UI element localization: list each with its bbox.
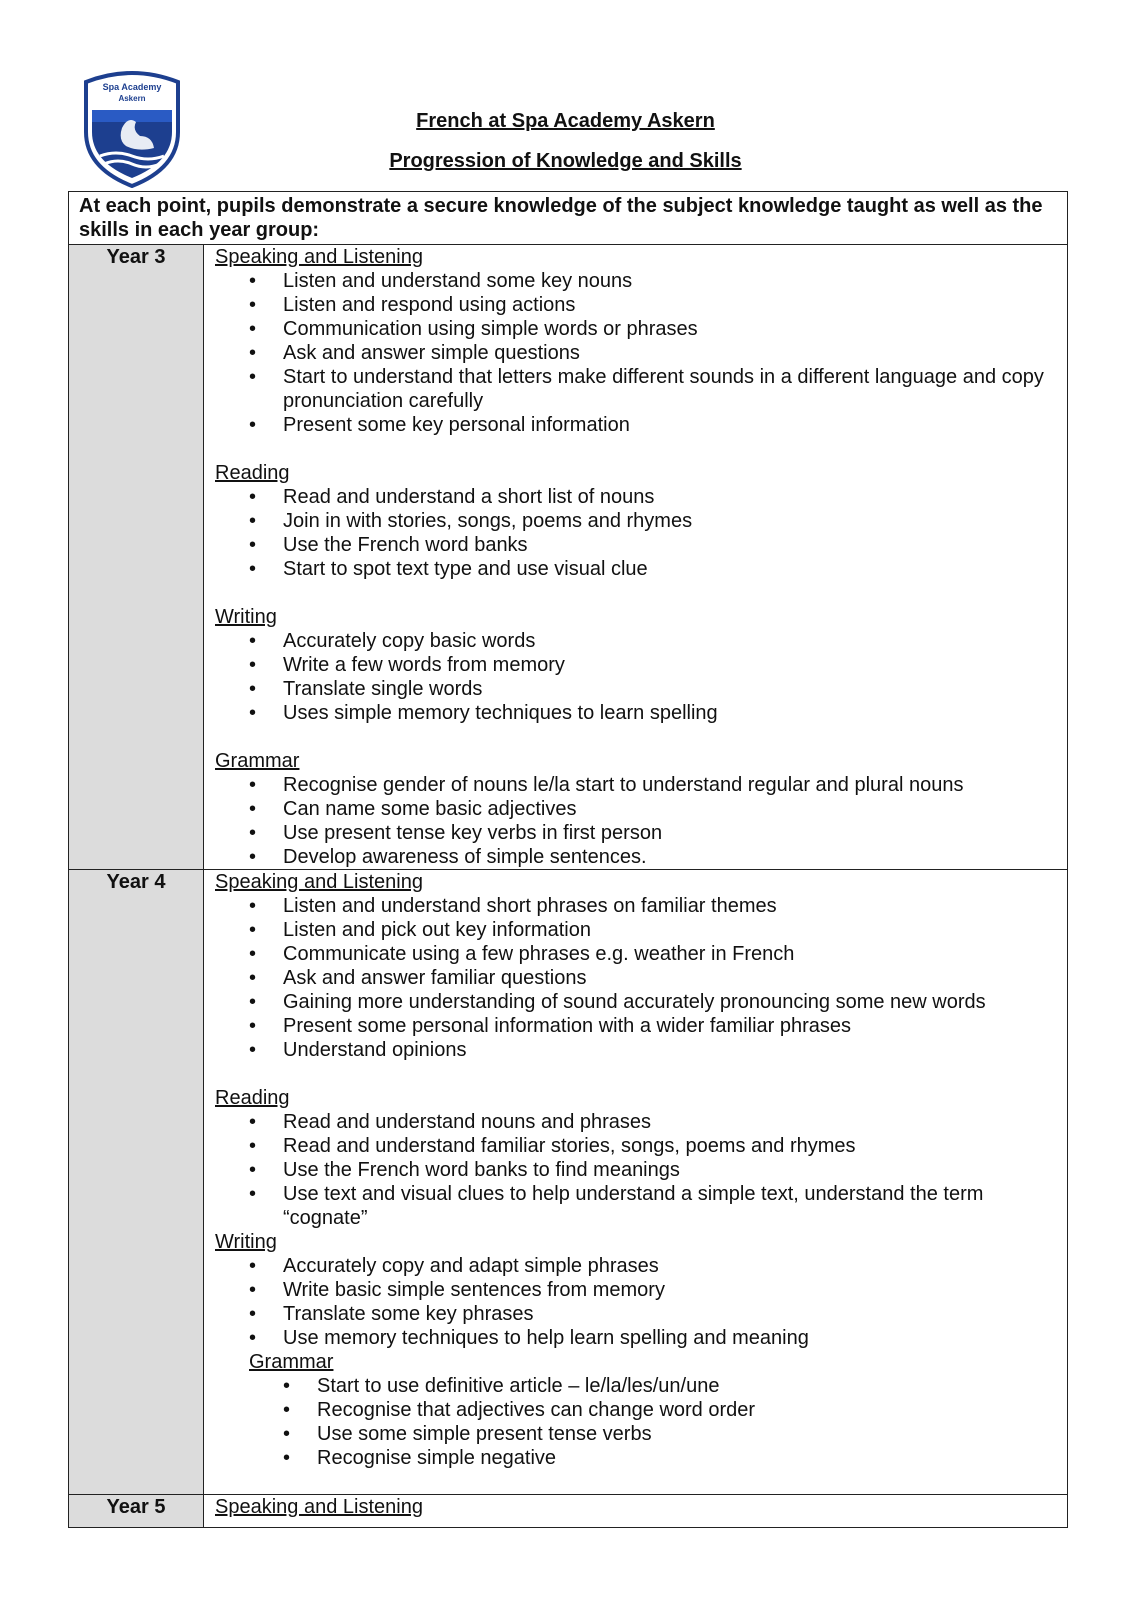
skill-item: • Use the French word banks xyxy=(283,533,1057,557)
skill-item: • Start to use definitive article – le/la/les/un/une xyxy=(317,1374,1057,1398)
skill-item: • Ask and answer familiar questions xyxy=(283,966,1057,990)
skill-item: • Use present tense key verbs in first person xyxy=(283,821,1057,845)
skill-item: • Listen and understand short phrases on familiar themes xyxy=(283,894,1057,918)
page-subtitle: Progression of Knowledge and Skills xyxy=(389,150,742,172)
skill-item: • Write a few words from memory xyxy=(283,653,1057,677)
skill-item: • Translate single words xyxy=(283,677,1057,701)
skill-item: • Use memory techniques to help learn spelling and meaning xyxy=(283,1326,1057,1350)
skill-item: • Present some key personal information xyxy=(283,413,1057,437)
skill-item: • Present some personal information with a wider familiar phrases xyxy=(283,1014,1057,1038)
year-label: Year 3 xyxy=(69,245,204,870)
skill-item: • Ask and answer simple questions xyxy=(283,341,1057,365)
skill-item: • Listen and understand some key nouns xyxy=(283,269,1057,293)
skill-list xyxy=(215,269,1057,437)
skill-item: • Can name some basic adjectives xyxy=(283,797,1057,821)
skill-item: • Translate some key phrases xyxy=(283,1302,1057,1326)
skill-list xyxy=(215,485,1057,581)
skill-item: • Listen and pick out key information xyxy=(283,918,1057,942)
skill-list xyxy=(215,1110,1057,1230)
intro-row xyxy=(69,192,1068,245)
year-row xyxy=(69,1495,1068,1528)
skill-item: • Accurately copy and adapt simple phrases xyxy=(283,1254,1057,1278)
page-title: French at Spa Academy Askern xyxy=(416,110,715,132)
progression-table xyxy=(68,191,1068,1528)
skill-item: • Uses simple memory techniques to learn spelling xyxy=(283,701,1057,725)
section-heading: Grammar xyxy=(215,750,300,772)
year-content xyxy=(204,870,1068,1495)
skill-item: • Read and understand familiar stories, songs, poems and rhymes xyxy=(283,1134,1057,1158)
skill-list xyxy=(215,773,1057,869)
year-content xyxy=(204,245,1068,870)
skill-item: • Use some simple present tense verbs xyxy=(317,1422,1057,1446)
year-row xyxy=(69,245,1068,870)
skill-item: • Communicate using a few phrases e.g. weather in French xyxy=(283,942,1057,966)
skill-item: • Understand opinions xyxy=(283,1038,1057,1062)
skill-item: • Develop awareness of simple sentences. xyxy=(283,845,1057,869)
intro-text: At each point, pupils demonstrate a secure knowledge of the subject knowledge taught as well as the skills in each year group: xyxy=(69,192,1068,245)
skill-list xyxy=(215,1254,1057,1350)
skill-item: • Read and understand a short list of nouns xyxy=(283,485,1057,509)
section-heading: Grammar xyxy=(249,1351,334,1373)
section-heading: Speaking and Listening xyxy=(215,1496,423,1518)
section-heading: Writing xyxy=(215,606,277,628)
skill-item: • Use the French word banks to find meanings xyxy=(283,1158,1057,1182)
skill-item: • Recognise simple negative xyxy=(317,1446,1057,1470)
logo-text-top: Spa Academy xyxy=(102,82,162,92)
year-row xyxy=(69,870,1068,1495)
section-heading: Speaking and Listening xyxy=(215,246,423,268)
skill-item: • Recognise that adjectives can change word order xyxy=(317,1398,1057,1422)
skill-item: • Accurately copy basic words xyxy=(283,629,1057,653)
skill-item: • Gaining more understanding of sound accurately pronouncing some new words xyxy=(283,990,1057,1014)
skill-item: • Recognise gender of nouns le/la start to understand regular and plural nouns xyxy=(283,773,1057,797)
skill-item: • Listen and respond using actions xyxy=(283,293,1057,317)
skill-item: • Use text and visual clues to help understand a simple text, understand the term “cognate” xyxy=(283,1182,1057,1230)
skill-list xyxy=(215,894,1057,1062)
skill-item: • Write basic simple sentences from memory xyxy=(283,1278,1057,1302)
skill-item: • Start to understand that letters make different sounds in a different language and copy pronunciation carefully xyxy=(283,365,1057,413)
skill-item: • Join in with stories, songs, poems and rhymes xyxy=(283,509,1057,533)
section-heading: Reading xyxy=(215,462,290,484)
section-heading: Speaking and Listening xyxy=(215,871,423,893)
section-heading: Reading xyxy=(215,1087,290,1109)
skill-item: • Start to spot text type and use visual clue xyxy=(283,557,1057,581)
section-heading: Writing xyxy=(215,1231,277,1253)
skill-list xyxy=(215,629,1057,725)
skill-item: • Communication using simple words or phrases xyxy=(283,317,1057,341)
year-label: Year 4 xyxy=(69,870,204,1495)
year-label: Year 5 xyxy=(69,1495,204,1528)
year-content xyxy=(204,1495,1068,1528)
skill-item: • Read and understand nouns and phrases xyxy=(283,1110,1057,1134)
logo-text-bottom: Askern xyxy=(118,94,146,103)
skill-list xyxy=(249,1374,1057,1470)
